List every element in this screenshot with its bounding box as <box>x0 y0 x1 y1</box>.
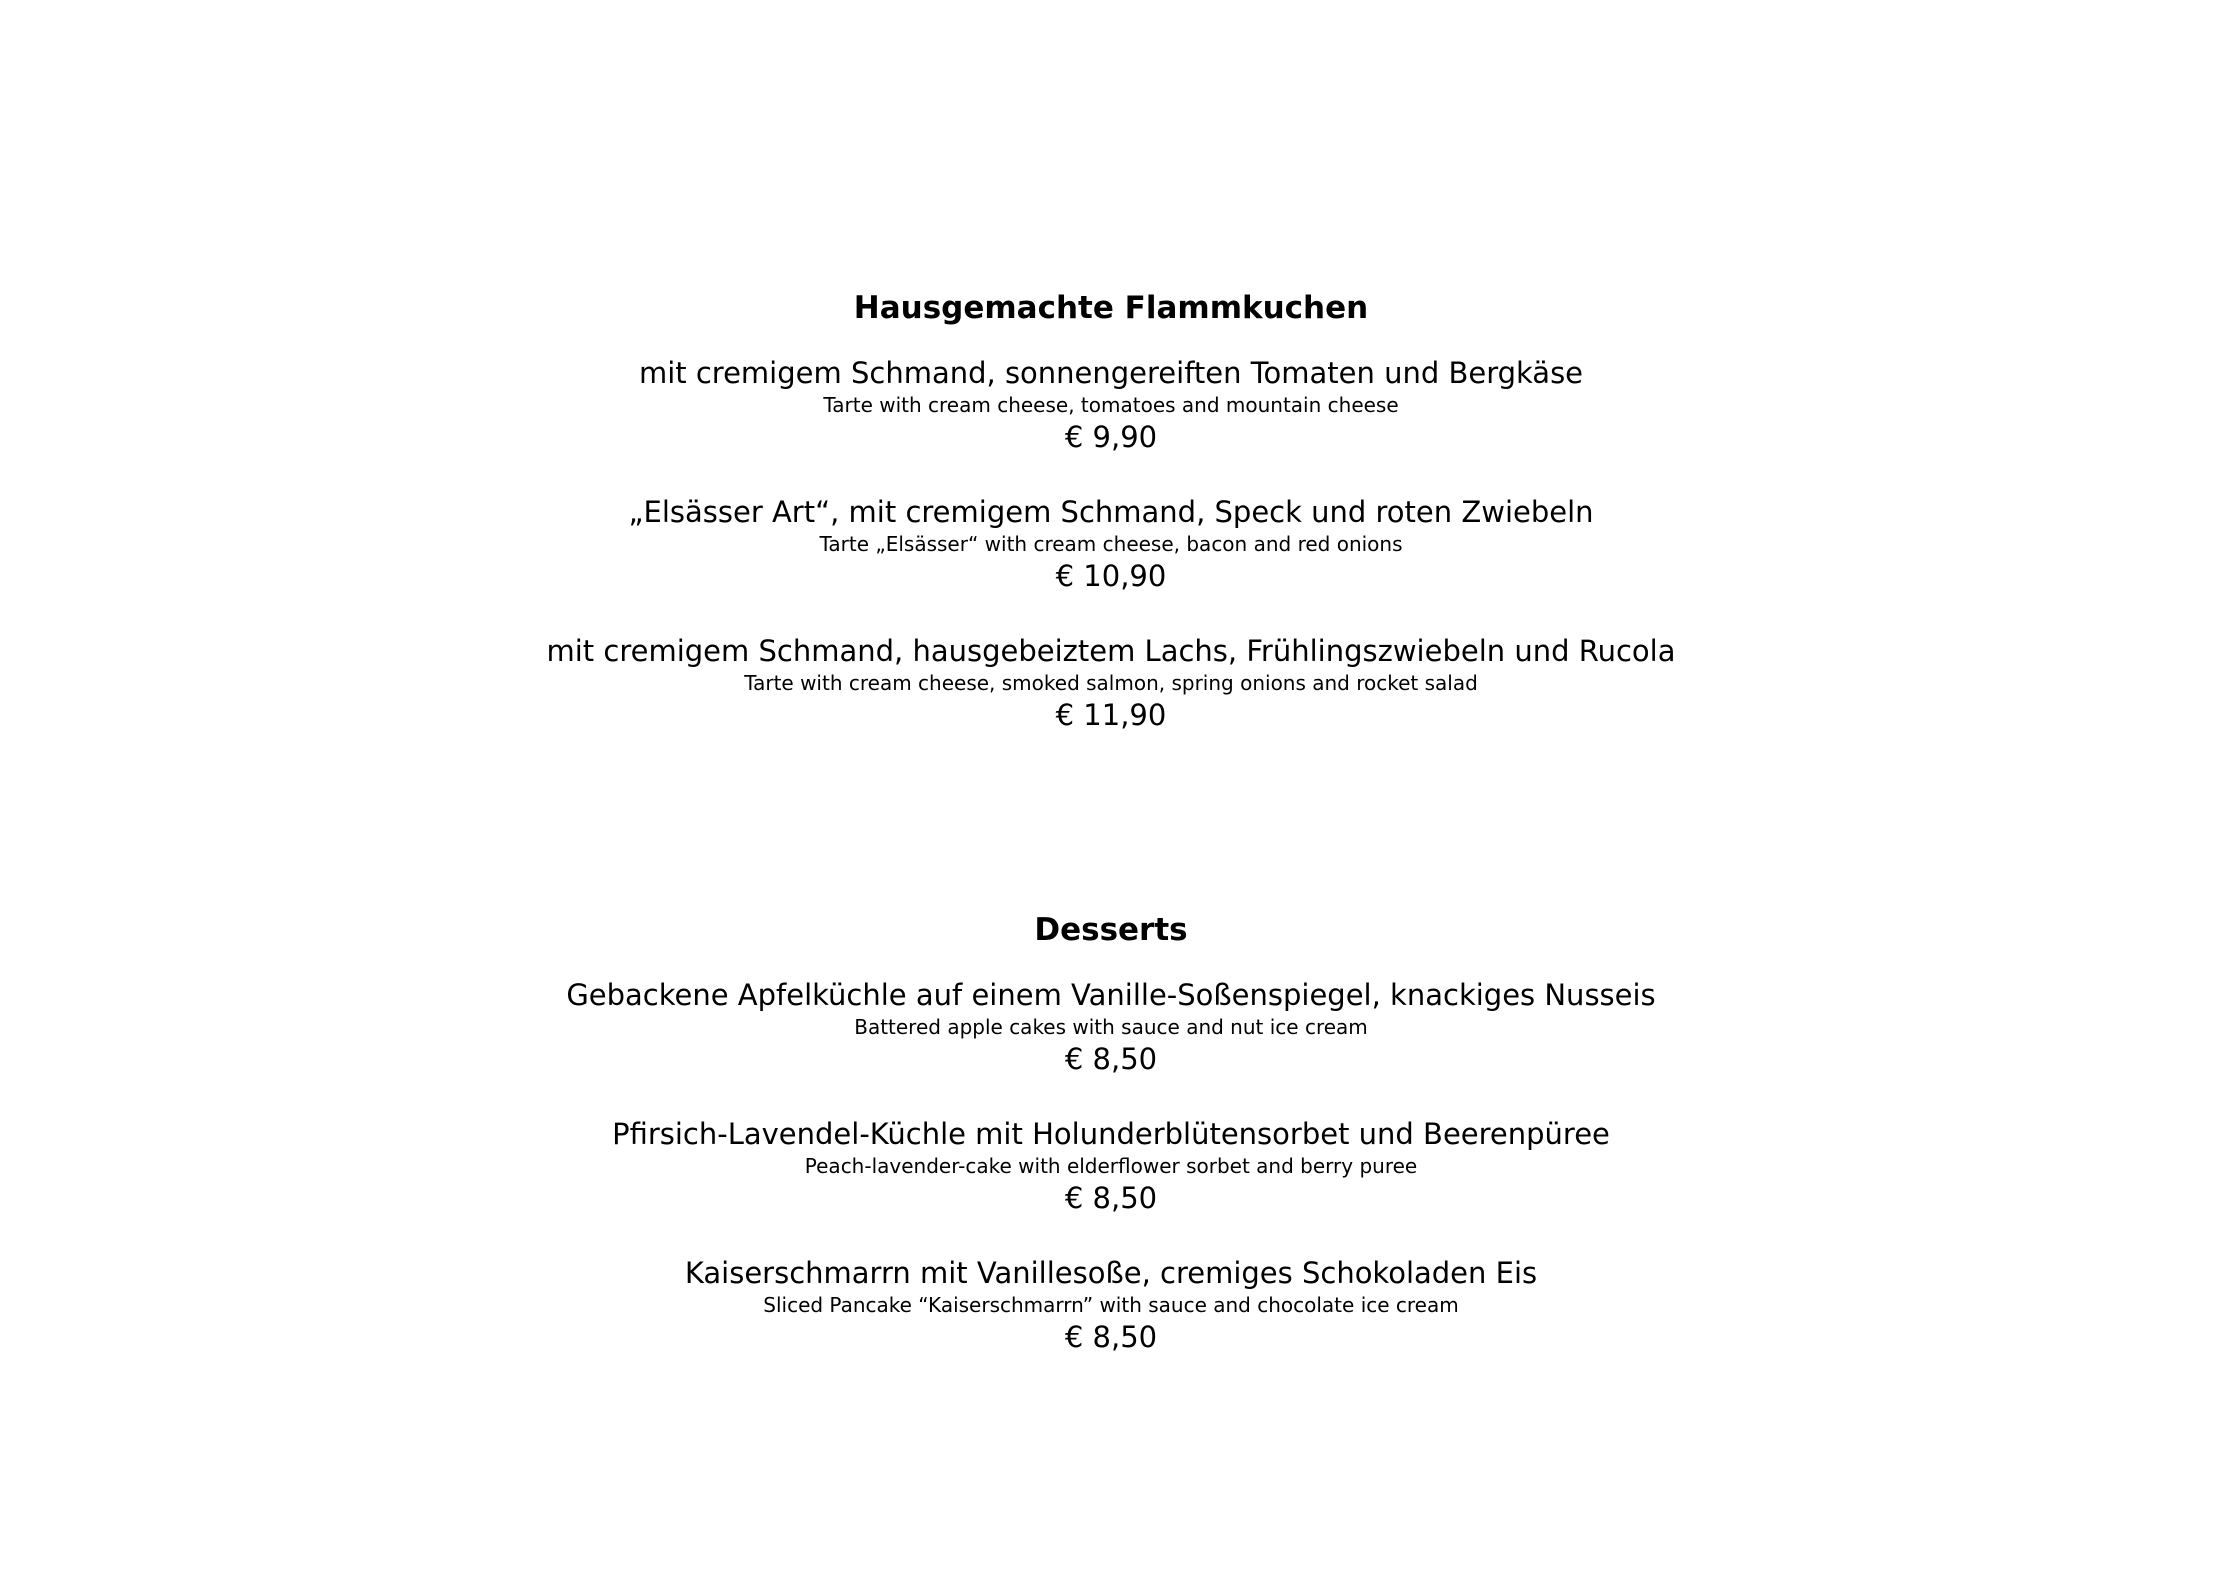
menu-item <box>0 632 2222 734</box>
section-title: Hausgemachte Flammkuchen <box>853 290 1369 326</box>
menu-item <box>0 354 2222 456</box>
section-desserts <box>0 910 2222 1393</box>
item-price: € 10,90 <box>1055 559 1167 593</box>
item-name: Kaiserschmarrn mit Vanillesoße, cremiges Schokoladen Eis <box>684 1256 1538 1290</box>
item-price: € 11,90 <box>1055 698 1167 732</box>
item-name: mit cremigem Schmand, hausgebeiztem Lachs, Frühlingszwiebeln und Rucola <box>546 634 1676 668</box>
item-description: Battered apple cakes with sauce and nut ice cream <box>854 1015 1368 1039</box>
item-description: Tarte with cream cheese, smoked salmon, spring onions and rocket salad <box>744 671 1478 695</box>
item-description: Tarte with cream cheese, tomatoes and mountain cheese <box>823 393 1399 417</box>
menu-item <box>0 976 2222 1078</box>
menu-item <box>0 1115 2222 1217</box>
item-price: € 8,50 <box>1064 1320 1158 1354</box>
item-price: € 8,50 <box>1064 1042 1158 1076</box>
item-price: € 9,90 <box>1064 420 1158 454</box>
section-flammkuchen <box>0 288 2222 771</box>
menu-item <box>0 493 2222 595</box>
menu-item <box>0 1254 2222 1356</box>
item-name: Gebackene Apfelküchle auf einem Vanille-Soßenspiegel, knackiges Nusseis <box>566 978 1656 1012</box>
item-description: Peach-lavender-cake with elderflower sorbet and berry puree <box>804 1154 1418 1178</box>
item-description: Sliced Pancake “Kaiserschmarrn” with sauce and chocolate ice cream <box>763 1293 1459 1317</box>
section-title: Desserts <box>1034 912 1188 948</box>
item-name: mit cremigem Schmand, sonnengereiften Tomaten und Bergkäse <box>638 356 1584 390</box>
item-price: € 8,50 <box>1064 1181 1158 1215</box>
item-name: „Elsässer Art“, mit cremigem Schmand, Speck und roten Zwiebeln <box>628 495 1594 529</box>
item-name: Pfirsich-Lavendel-Küchle mit Holunderblütensorbet und Beerenpüree <box>612 1117 1610 1151</box>
item-description: Tarte „Elsässer“ with cream cheese, bacon and red onions <box>819 532 1403 556</box>
